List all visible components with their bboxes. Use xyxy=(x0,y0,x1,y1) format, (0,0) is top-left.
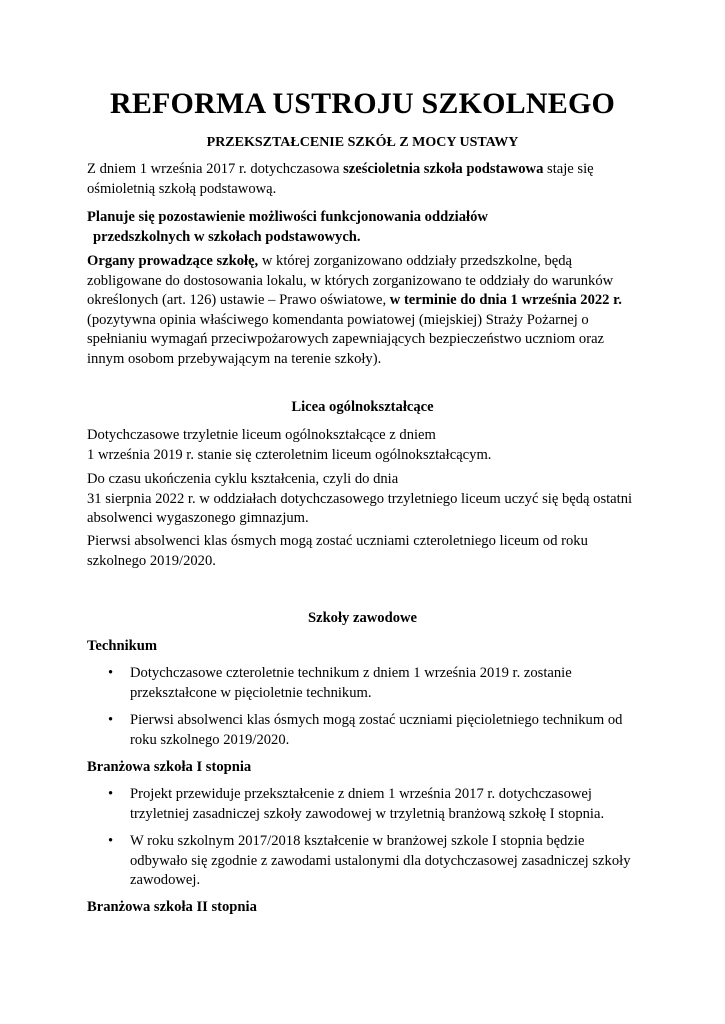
plan-line-1: Planuje się pozostawienie możliwości funkcjonowania oddziałów xyxy=(87,209,488,225)
technikum-b2-line-2: roku szkolnego 2019/2020. xyxy=(130,731,290,748)
branzowa-1-b2-line-3: zawodowej. xyxy=(130,872,201,889)
licea-p2-line-1: Do czasu ukończenia cyklu kształcenia, czyli do dnia xyxy=(87,471,399,487)
licea-paragraph-1 xyxy=(87,426,647,465)
plan-paragraph xyxy=(87,208,647,247)
organy-paragraph xyxy=(87,252,647,370)
document-subtitle: PRZEKSZTAŁCENIE SZKÓŁ Z MOCY USTAWY xyxy=(206,135,519,150)
licea-paragraph-2 xyxy=(87,470,647,529)
organy-line-2: zobligowane do dostosowania lokalu, w których zorganizowano te oddziały do warunków xyxy=(87,272,614,289)
branzowa-2-heading: Branżowa szkoła II stopnia xyxy=(87,899,257,915)
organy-bold-text: Organy prowadzące szkołę, xyxy=(87,253,259,269)
licea-p3-line-2: szkolnego 2019/2020. xyxy=(87,552,216,569)
licea-p2-line-2: 31 sierpnia 2022 r. w oddziałach dotychczasowego trzyletniego liceum uczyć się będą ostatni xyxy=(87,490,633,507)
technikum-b1-line-2: przekształcone w pięcioletnie technikum. xyxy=(130,684,372,701)
organy-line-4: (pozytywna opinia właściwego komendanta powiatowej (miejskiej) Straży Pożarnej o xyxy=(87,311,589,328)
branzowa-1-heading: Branżowa szkoła I stopnia xyxy=(87,759,252,775)
document-title: REFORMA USTROJU SZKOLNEGO xyxy=(109,87,616,120)
organy-line-5: spełnianiu wymagań przeciwpożarowych zapewniających bezpieczeństwo uczniom oraz xyxy=(87,331,605,348)
intro-paragraph xyxy=(87,160,647,199)
branzowa-1-b2-line-2: odbywało się zgodnie z zawodami ustalonymi dla dotychczasowej zasadniczej szkoły xyxy=(130,852,631,869)
technikum-b2-line-1: Pierwsi absolwenci klas ósmych mogą zostać uczniami pięcioletniego technikum od xyxy=(130,712,623,728)
intro-bold-text: sześcioletnia szkoła podstawowa xyxy=(343,161,544,177)
licea-p2-line-3: absolwenci wygaszonego gimnazjum. xyxy=(87,510,309,527)
licea-p1-line-2: 1 września 2019 r. stanie się czteroletnim liceum ogólnokształcącym. xyxy=(87,446,492,463)
zawodowe-heading: Szkoły zawodowe xyxy=(307,610,418,626)
bullet-icon: • xyxy=(108,833,114,849)
intro-text-end: staje się xyxy=(543,161,594,177)
organy-line-3: określonych (art. 126) ustawie – Prawo oświatowe, xyxy=(87,292,390,309)
intro-line-2: ośmioletnią szkołą podstawową. xyxy=(87,180,277,197)
licea-p3-line-1: Pierwsi absolwenci klas ósmych mogą zostać uczniami czteroletniego liceum od roku xyxy=(87,533,588,549)
intro-text: Z dniem 1 września 2017 r. dotychczasowa xyxy=(87,161,344,177)
bullet-icon: • xyxy=(108,786,114,802)
branzowa-1-b1-line-2: trzyletniej zasadniczej szkoły zawodowej w trzyletnią branżową szkołę I stopnia. xyxy=(130,805,605,822)
organy-line-1: w której zorganizowano oddziały przedszkolne, będą xyxy=(258,253,572,269)
licea-heading: Licea ogólnokształcące xyxy=(291,399,434,415)
organy-deadline: w terminie do dnia 1 września 2022 r. xyxy=(389,292,622,309)
licea-paragraph-3 xyxy=(87,532,647,571)
licea-p1-line-1: Dotychczasowe trzyletnie liceum ogólnokształcące z dniem xyxy=(87,427,436,443)
bullet-icon: • xyxy=(108,712,114,728)
branzowa-1-b1-line-1: Projekt przewiduje przekształcenie z dniem 1 września 2017 r. dotychczasowej xyxy=(130,786,592,802)
bullet-icon: • xyxy=(108,665,114,681)
plan-line-2: przedszkolnych w szkołach podstawowych. xyxy=(93,228,361,245)
technikum-heading: Technikum xyxy=(87,638,158,654)
organy-line-6: innym osobom przebywającym na terenie szkoły). xyxy=(87,350,382,367)
technikum-b1-line-1: Dotychczasowe czteroletnie technikum z dniem 1 września 2019 r. zostanie xyxy=(130,665,572,681)
branzowa-1-b2-line-1: W roku szkolnym 2017/2018 kształcenie w branżowej szkole I stopnia będzie xyxy=(130,833,585,849)
